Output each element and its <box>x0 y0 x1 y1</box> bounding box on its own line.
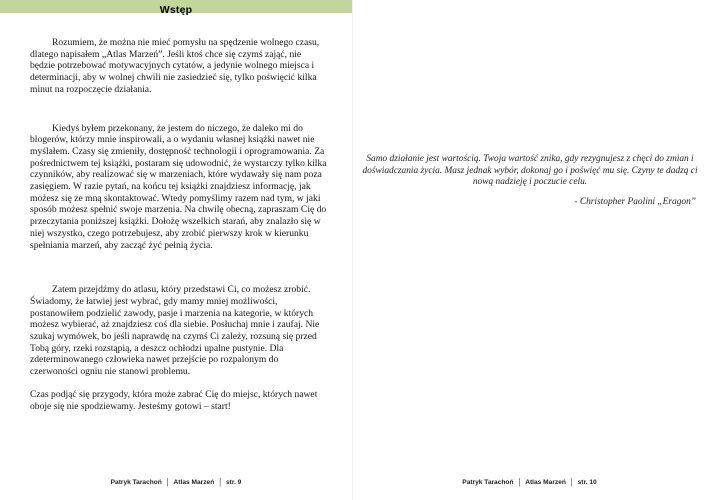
intro-paragraph-2: Kiedyś byłem przekonany, że jestem do niczego, że daleko mi do blogerów, którzy mnie inspirowali, a o wydaniu własnej książki nawet nie myślałem. Czasy się zmieniły, dostępność technologii i oprogramowania. Za pośrednictwem tej książki, postaram się udowodnić, że wystarczy tylko kilka czynników, aby realizować się w marzeniach, które wydawały się nam poza zasięgiem. W razie pytań, na końcu tej książki znajdziesz informację, jak możesz się ze mną skontaktować. Wtedy pomyślimy razem nad tym, w jaki sposób możesz spełnić swoje marzenia. Na chwilę obecną, zapraszam Cię do przeczytania poniższej książki. Dołożę wszelkich starań, aby znalazło się w niej wszystko, czego potrzebujesz, aby zrobić pierwszy krok w kierunku spełniania marzeń, aby zacząć żyć pełnią życia. <box>30 122 327 251</box>
quote-text: Samo działanie jest wartością. Twoja wartość znika, gdy rezygnujesz z chęci do zmian i doświadczania życia. Masz jednak wybór, dokonaj go i poświęć mu się. Czyny te dadzą ci nową nadzieję i poczucie celu. <box>362 154 698 188</box>
footer-author: Patryk Tarachoń <box>110 479 162 486</box>
footer-separator: | <box>518 477 521 488</box>
footer-author: Patryk Tarachoń <box>462 479 514 486</box>
page-right <box>353 0 706 500</box>
page-footer-left <box>0 479 352 486</box>
intro-paragraph-1: Rozumiem, że można nie mieć pomysłu na spędzenie wolnego czasu, dlatego napisałem „Atlas Marzeń”. Jeśli ktoś chce się czymś zająć, nie będzie potrzebować motywacyjnych cytatów, a jedynie wolnego miejsca i determinacji, aby w wolnej chwili nie zasiedzieć się, tylko poświęcić kilka minut na rozpoczęcie działania. <box>30 37 320 95</box>
chapter-header <box>0 0 352 16</box>
left-page-body <box>30 37 327 412</box>
footer-book-title: Atlas Marzeń <box>173 479 215 486</box>
footer-separator: | <box>570 477 573 488</box>
page-left <box>0 0 353 500</box>
page-footer-right <box>353 479 706 486</box>
footer-book-title: Atlas Marzeń <box>525 479 566 486</box>
footer-separator: | <box>166 477 169 488</box>
quote-block <box>360 154 700 208</box>
chapter-title: Wstęp <box>159 4 193 16</box>
footer-page-number: str. 10 <box>577 479 597 486</box>
footer-page-number: str. 9 <box>225 479 242 486</box>
quote-attribution: - Christopher Paolini „Eragon” <box>574 196 696 207</box>
intro-paragraph-3: Zatem przejdźmy do atlasu, który przedstawi Ci, co możesz zrobić. Świadomy, że łatwiej jest wybrać, gdy mamy mniej możliwości, postanowiłem podzielić zawody, pasje i marzenia na kategorie, w których możesz wybierać, aż znajdziesz coś dla siebie. Posłuchaj mnie i zaufaj. Nie szukaj wymówek, bo jeśli naprawdę na czymś Ci zależy, rozsuną się przed Tobą góry, rzeki rozstąpią, a deszcz ochłodzi upalne pustynie. Dla zdeterminowanego człowieka nawet przejście po rozpalonym do czerwoności ogniu nie stanowi problemu. <box>30 284 320 378</box>
footer-separator: | <box>219 477 221 488</box>
intro-paragraph-4: Czas podjąć się przygody, która może zabrać Cię do miejsc, których nawet oboje się nie spodziewamy. Jesteśmy gotowi – start! <box>30 388 318 412</box>
